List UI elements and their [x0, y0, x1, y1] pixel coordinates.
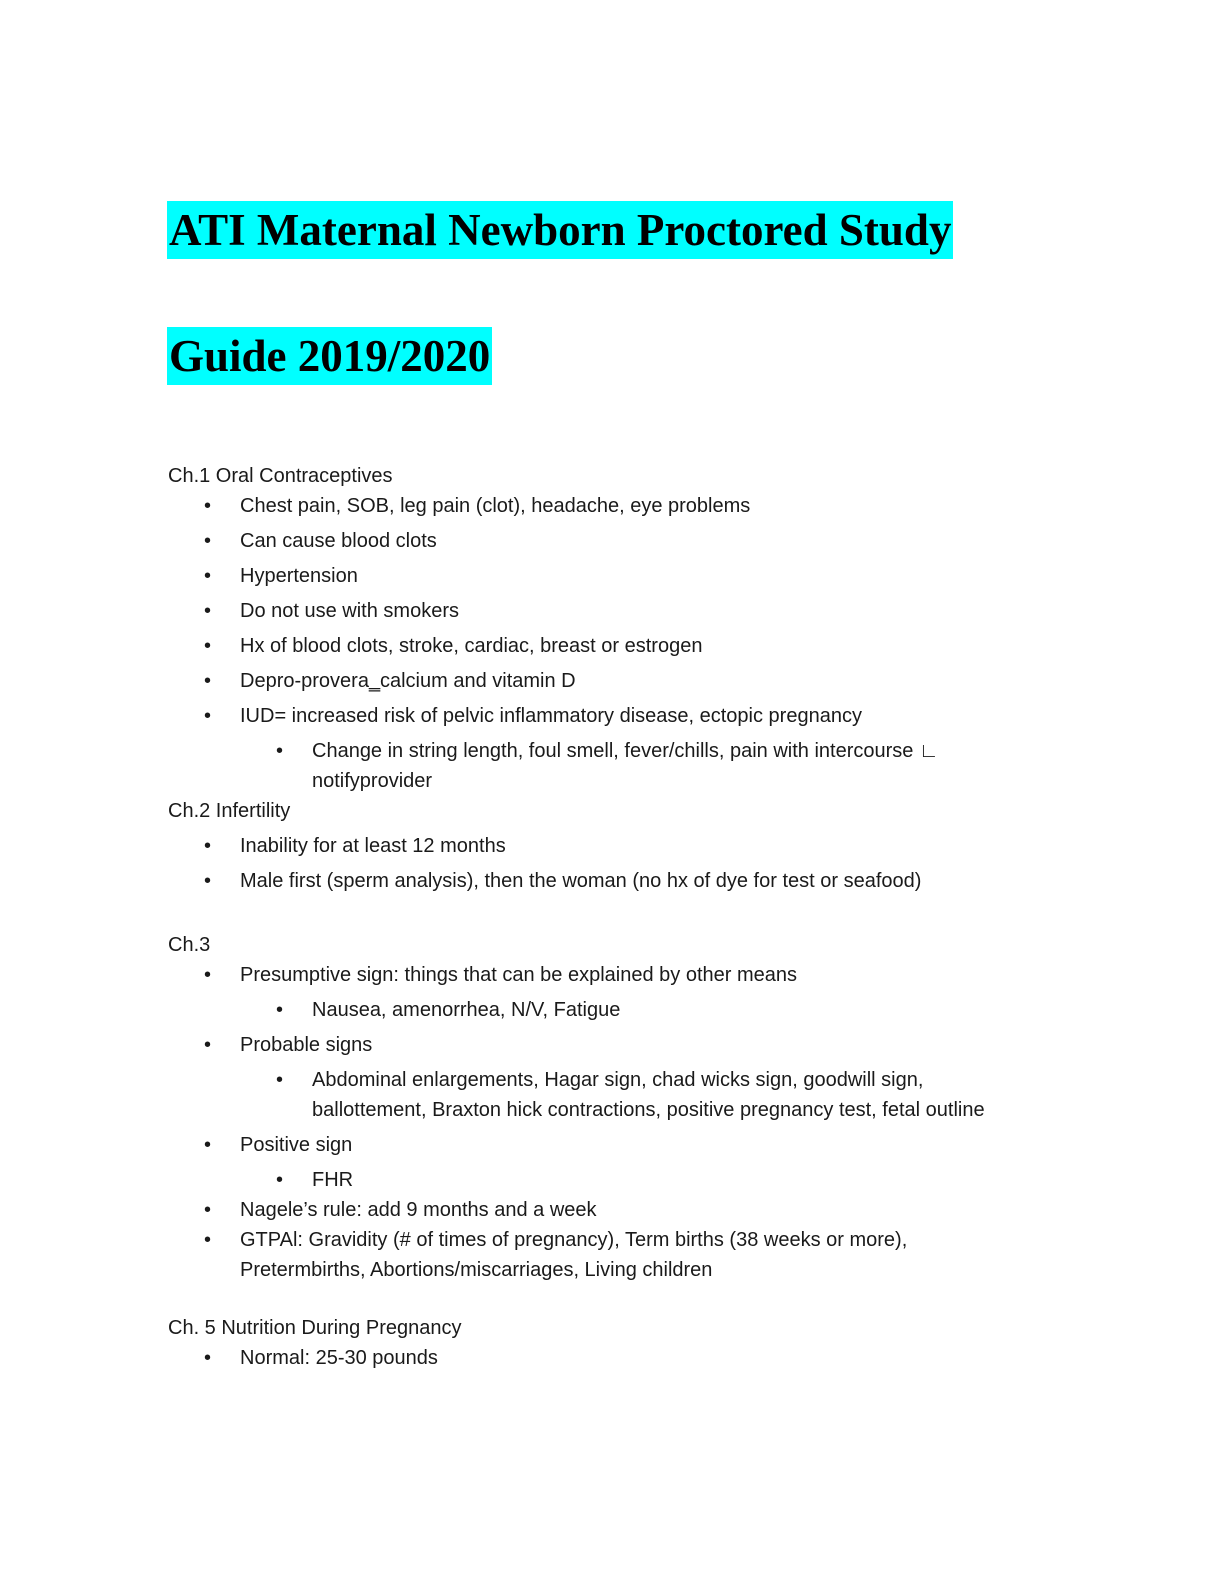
spacer — [168, 896, 1028, 930]
bullet-icon: • — [276, 1069, 284, 1091]
bullet-icon: • — [204, 705, 212, 727]
document-body — [168, 461, 1028, 1373]
list-item-text: Can cause blood clots — [240, 530, 437, 552]
bullet-icon: • — [204, 1347, 212, 1369]
list-item — [168, 526, 1028, 556]
list-item-text: Nagele’s rule: add 9 months and a week — [240, 1199, 597, 1221]
bullet-icon: • — [204, 600, 212, 622]
list-item-text: FHR — [312, 1169, 354, 1191]
list-item-text: Chest pain, SOB, leg pain (clot), headache, eye problems — [240, 495, 751, 517]
bullet-icon: • — [204, 964, 212, 986]
list-item-text: Do not use with smokers — [240, 600, 459, 622]
spacer — [168, 1285, 1028, 1313]
list-item-text: Nausea, amenorrhea, N/V, Fatigue — [312, 999, 621, 1021]
list-item-text: Change in string length, foul smell, fever/chills, pain with intercourse ∟ notifyprovider — [312, 740, 939, 792]
list-item — [168, 831, 1028, 861]
list-item-text: Presumptive sign: things that can be explained by other means — [240, 964, 797, 986]
chapter-3-list — [168, 960, 1028, 1285]
bullet-icon: • — [276, 740, 284, 762]
list-item-text: IUD= increased risk of pelvic inflammatory disease, ectopic pregnancy — [240, 705, 862, 727]
bullet-icon: • — [204, 635, 212, 657]
chapter-5-heading: Ch. 5 Nutrition During Pregnancy — [168, 1317, 462, 1339]
sub-list-item — [168, 995, 1028, 1025]
chapter-1-list — [168, 491, 1028, 796]
list-item — [168, 491, 1028, 521]
list-item-text: Male first (sperm analysis), then the woman (no hx of dye for test or seafood) — [240, 870, 922, 892]
list-item — [168, 1225, 1028, 1285]
list-item-text: Positive sign — [240, 1134, 353, 1156]
list-item-text: Hx of blood clots, stroke, cardiac, breast or estrogen — [240, 635, 703, 657]
sub-list-item — [168, 1165, 1028, 1195]
bullet-icon: • — [204, 1034, 212, 1056]
chapter-3-heading: Ch.3 — [168, 934, 211, 956]
list-item — [168, 596, 1028, 626]
sub-list-item — [168, 736, 1028, 796]
list-item — [168, 666, 1028, 696]
list-item — [168, 1343, 1028, 1373]
bullet-icon: • — [204, 565, 212, 587]
list-item-text: Probable signs — [240, 1034, 373, 1056]
list-item-text: Hypertension — [240, 565, 358, 587]
bullet-icon: • — [276, 1169, 284, 1191]
bullet-icon: • — [204, 1229, 212, 1251]
document-title-line-1: ATI Maternal Newborn Proctored Study — [167, 201, 953, 259]
bullet-icon: • — [204, 1134, 212, 1156]
bullet-icon: • — [204, 835, 212, 857]
bullet-icon: • — [204, 530, 212, 552]
document-title-line-2: Guide 2019/2020 — [167, 327, 492, 385]
chapter-5-list — [168, 1343, 1028, 1373]
sub-list-item — [168, 1065, 1028, 1125]
list-item-text: Depro-provera‗calcium and vitamin D — [240, 670, 576, 692]
chapter-2-list — [168, 831, 1028, 896]
list-item — [168, 561, 1028, 591]
chapter-1-heading: Ch.1 Oral Contraceptives — [168, 465, 393, 487]
list-item-text: Normal: 25-30 pounds — [240, 1347, 438, 1369]
list-item-text: GTPAl: Gravidity (# of times of pregnancy), Term births (38 weeks or more), Pretermbirths, Abortions/miscarriages, Living children — [240, 1229, 908, 1281]
list-item — [168, 1130, 1028, 1160]
list-item — [168, 701, 1028, 731]
bullet-icon: • — [204, 1199, 212, 1221]
bullet-icon: • — [276, 999, 284, 1021]
bullet-icon: • — [204, 670, 212, 692]
list-item — [168, 631, 1028, 661]
list-item — [168, 1030, 1028, 1060]
list-item-text: Abdominal enlargements, Hagar sign, chad wicks sign, goodwill sign, ballottement, Braxton hick contractions, positive pregnancy test, fetal outline — [312, 1069, 985, 1121]
list-item-text: Inability for at least 12 months — [240, 835, 506, 857]
list-item — [168, 960, 1028, 990]
list-item — [168, 866, 1028, 896]
bullet-icon: • — [204, 495, 212, 517]
bullet-icon: • — [204, 870, 212, 892]
chapter-2-heading: Ch.2 Infertility — [168, 800, 291, 822]
list-item — [168, 1195, 1028, 1225]
